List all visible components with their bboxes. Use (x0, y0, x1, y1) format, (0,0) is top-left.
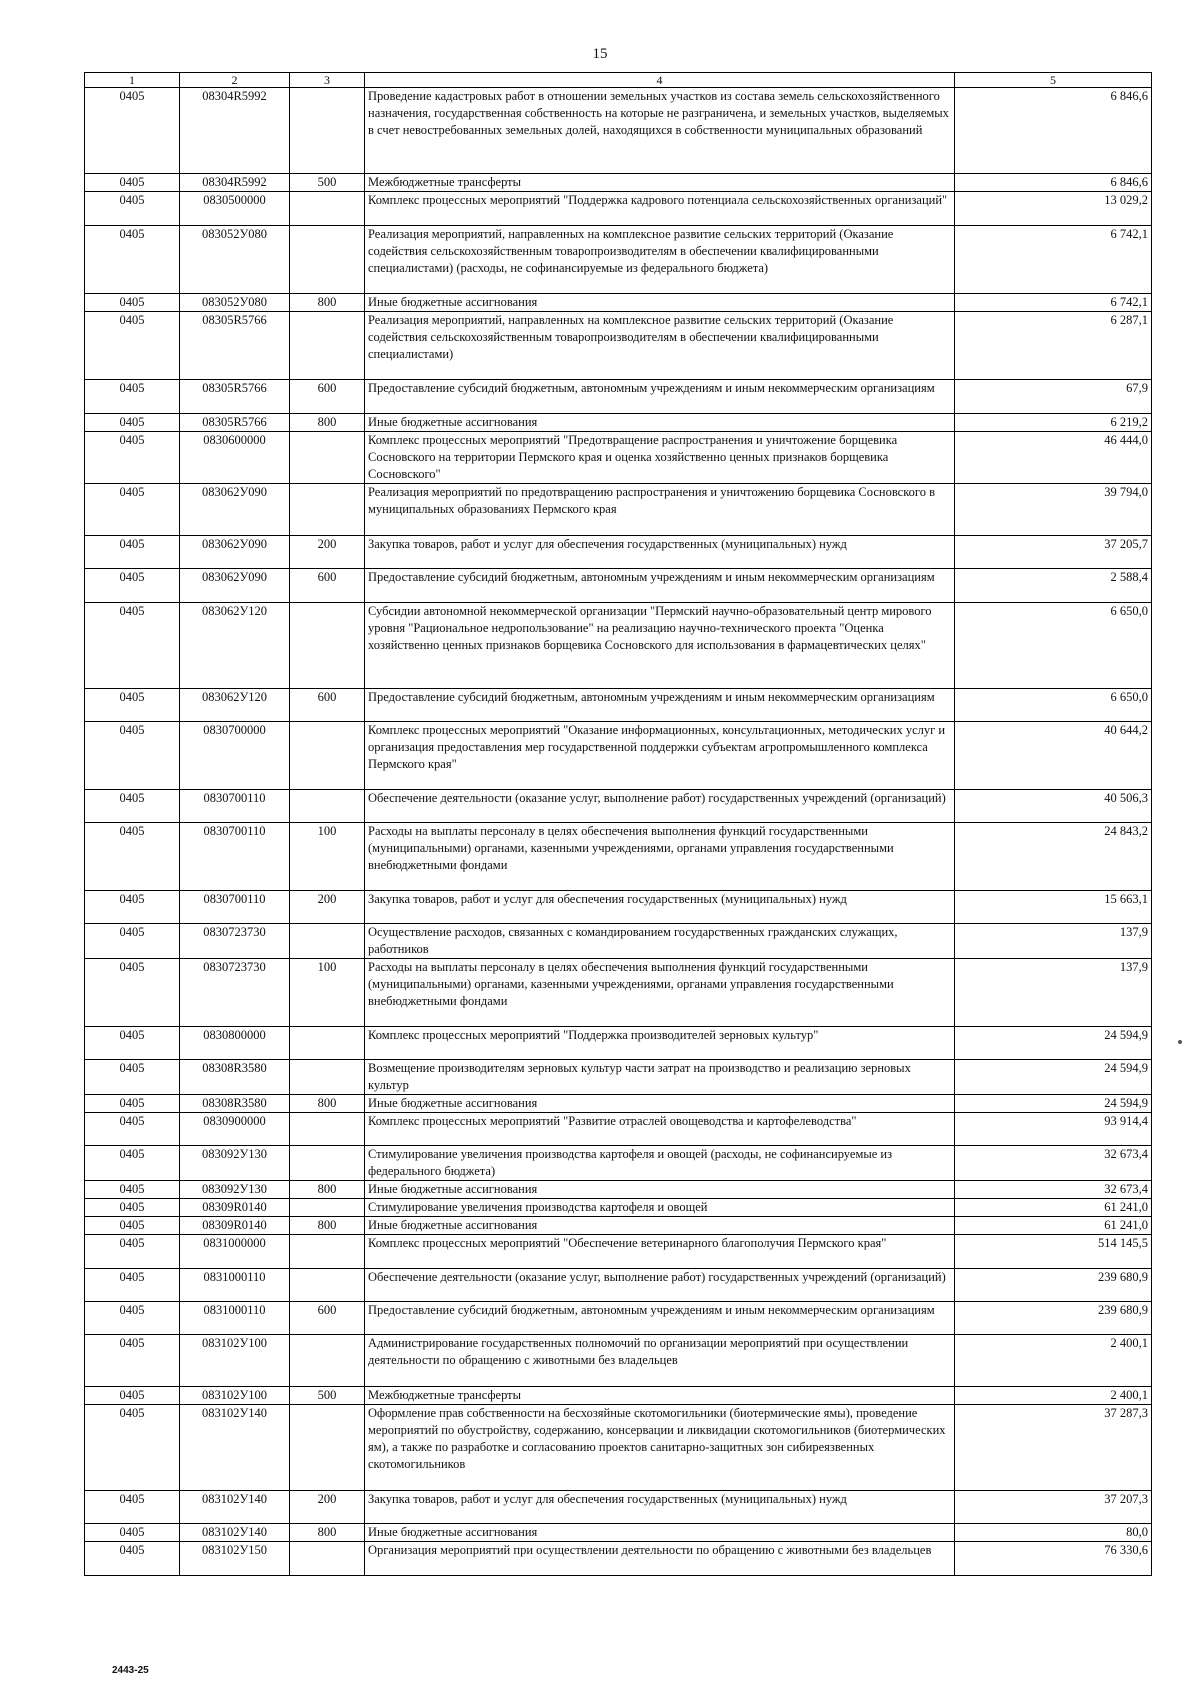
item-name: Иные бюджетные ассигнования (365, 1181, 955, 1199)
amount-value: 40 506,3 (955, 790, 1152, 823)
item-name: Предоставление субсидий бюджетным, автономным учреждениям и иным некоммерческим организациям (365, 1302, 955, 1335)
item-name: Оформление прав собственности на бесхозяйные скотомогильники (биотермические ямы), проведение мероприятий по обустройству, содержанию, консервации и ликвидации скотомогильников (биотермических ям), а также по разработке и согласованию проектов санитарно-защитных зон сибиреязвенных скотомогильников (365, 1405, 955, 1491)
item-name: Комплекс процессных мероприятий "Обеспечение ветеринарного благополучия Пермского края" (365, 1235, 955, 1269)
expense-type: 100 (290, 959, 365, 1027)
expense-type (290, 790, 365, 823)
expense-type (290, 1335, 365, 1387)
table-row (85, 1146, 1152, 1181)
column-header: 3 (290, 73, 365, 88)
table-row (85, 1335, 1152, 1387)
budget-section: 0405 (85, 569, 180, 603)
table-row (85, 1060, 1152, 1095)
amount-value: 67,9 (955, 380, 1152, 414)
item-name: Комплекс процессных мероприятий "Поддержка производителей зерновых культур" (365, 1027, 955, 1060)
budget-code: 083102У140 (180, 1524, 290, 1542)
table-row (85, 226, 1152, 294)
item-name: Предоставление субсидий бюджетным, автономным учреждениям и иным некоммерческим организациям (365, 569, 955, 603)
budget-section: 0405 (85, 1491, 180, 1524)
item-name: Закупка товаров, работ и услуг для обеспечения государственных (муниципальных) нужд (365, 891, 955, 924)
table-row (85, 1217, 1152, 1235)
table-row (85, 1199, 1152, 1217)
table-row (85, 1269, 1152, 1302)
expense-type: 600 (290, 380, 365, 414)
table-row (85, 1491, 1152, 1524)
table-row (85, 891, 1152, 924)
expense-type (290, 1113, 365, 1146)
table-row (85, 414, 1152, 432)
budget-section: 0405 (85, 1095, 180, 1113)
budget-code: 0831000110 (180, 1302, 290, 1335)
table-row (85, 432, 1152, 484)
expense-type: 800 (290, 1217, 365, 1235)
table-row (85, 790, 1152, 823)
amount-value: 6 287,1 (955, 312, 1152, 380)
expense-type: 800 (290, 1524, 365, 1542)
amount-value: 6 219,2 (955, 414, 1152, 432)
amount-value: 80,0 (955, 1524, 1152, 1542)
item-name: Закупка товаров, работ и услуг для обеспечения государственных (муниципальных) нужд (365, 536, 955, 569)
table-row (85, 1405, 1152, 1491)
table-row (85, 924, 1152, 959)
expense-type (290, 192, 365, 226)
budget-code: 0831000000 (180, 1235, 290, 1269)
table-row (85, 536, 1152, 569)
column-header: 2 (180, 73, 290, 88)
budget-section: 0405 (85, 689, 180, 722)
budget-code: 0830723730 (180, 924, 290, 959)
budget-code: 0830700110 (180, 891, 290, 924)
budget-code: 083102У140 (180, 1405, 290, 1491)
budget-section: 0405 (85, 174, 180, 192)
budget-code: 083052У080 (180, 294, 290, 312)
budget-code: 083102У150 (180, 1542, 290, 1576)
budget-section: 0405 (85, 1302, 180, 1335)
budget-section: 0405 (85, 1542, 180, 1576)
budget-section: 0405 (85, 1335, 180, 1387)
budget-code: 083102У100 (180, 1387, 290, 1405)
amount-value: 514 145,5 (955, 1235, 1152, 1269)
item-name: Комплекс процессных мероприятий "Развитие отраслей овощеводства и картофелеводства" (365, 1113, 955, 1146)
table-row (85, 1113, 1152, 1146)
item-name: Расходы на выплаты персоналу в целях обеспечения выполнения функций государственными (муниципальными) органами, казенными учреждениями, органами управления государственными внебюджетными фондами (365, 823, 955, 891)
budget-section: 0405 (85, 1387, 180, 1405)
column-header-row (85, 73, 1152, 88)
item-name: Осуществление расходов, связанных с командированием государственных гражданских служащих, работников (365, 924, 955, 959)
amount-value: 239 680,9 (955, 1302, 1152, 1335)
budget-section: 0405 (85, 1269, 180, 1302)
expense-type (290, 1542, 365, 1576)
item-name: Обеспечение деятельности (оказание услуг, выполнение работ) государственных учреждений (организаций) (365, 1269, 955, 1302)
budget-section: 0405 (85, 891, 180, 924)
budget-section: 0405 (85, 380, 180, 414)
budget-section: 0405 (85, 192, 180, 226)
budget-code: 08305R5766 (180, 414, 290, 432)
table-row (85, 1235, 1152, 1269)
amount-value: 24 594,9 (955, 1095, 1152, 1113)
table-row (85, 1524, 1152, 1542)
amount-value: 76 330,6 (955, 1542, 1152, 1576)
budget-section: 0405 (85, 1113, 180, 1146)
amount-value: 37 207,3 (955, 1491, 1152, 1524)
table-row (85, 1542, 1152, 1576)
budget-section: 0405 (85, 88, 180, 174)
budget-code: 08308R3580 (180, 1095, 290, 1113)
item-name: Предоставление субсидий бюджетным, автономным учреждениям и иным некоммерческим организациям (365, 380, 955, 414)
item-name: Иные бюджетные ассигнования (365, 1524, 955, 1542)
budget-code: 08305R5766 (180, 312, 290, 380)
table-row (85, 569, 1152, 603)
expense-type (290, 1269, 365, 1302)
item-name: Закупка товаров, работ и услуг для обеспечения государственных (муниципальных) нужд (365, 1491, 955, 1524)
budget-section: 0405 (85, 536, 180, 569)
table-row (85, 380, 1152, 414)
budget-code: 08309R0140 (180, 1199, 290, 1217)
expense-type: 800 (290, 1181, 365, 1199)
budget-code: 083102У100 (180, 1335, 290, 1387)
expense-type (290, 1146, 365, 1181)
expense-type: 100 (290, 823, 365, 891)
table-row (85, 689, 1152, 722)
item-name: Комплекс процессных мероприятий "Предотвращение распространения и уничтожение борщевика Сосновского на территории Пермского края и оценка хозяйственно ценных признаков борщевика Сосновского" (365, 432, 955, 484)
amount-value: 32 673,4 (955, 1146, 1152, 1181)
budget-section: 0405 (85, 1524, 180, 1542)
budget-section: 0405 (85, 484, 180, 536)
expense-type: 200 (290, 536, 365, 569)
amount-value: 61 241,0 (955, 1199, 1152, 1217)
amount-value: 6 742,1 (955, 226, 1152, 294)
budget-code: 08305R5766 (180, 380, 290, 414)
budget-section: 0405 (85, 603, 180, 689)
item-name: Реализация мероприятий, направленных на комплексное развитие сельских территорий (Оказание содействия сельскохозяйственным товаропроизводителям в обеспечении квалифицированными специалистами) (365, 312, 955, 380)
page-number: 15 (592, 46, 608, 62)
amount-value: 37 205,7 (955, 536, 1152, 569)
item-name: Реализация мероприятий по предотвращению распространения и уничтожению борщевика Сосновского в муниципальных образованиях Пермского края (365, 484, 955, 536)
budget-section: 0405 (85, 823, 180, 891)
item-name: Организация мероприятий при осуществлении деятельности по обращению с животными без владельцев (365, 1542, 955, 1576)
expense-type (290, 1199, 365, 1217)
budget-section: 0405 (85, 1146, 180, 1181)
budget-section: 0405 (85, 1235, 180, 1269)
item-name: Комплекс процессных мероприятий "Оказание информационных, консультационных, методических услуг и организация предоставления мер государственной поддержки субъектам агропромышленного комплекса Пермского края" (365, 722, 955, 790)
item-name: Субсидии автономной некоммерческой организации "Пермский научно-образовательный центр мирового уровня "Рациональное недропользование" на реализацию научно-технического проекта "Оценка хозяйственно ценных признаков борщевика Сосновского для использования в фармацевтических целях" (365, 603, 955, 689)
budget-code: 083102У140 (180, 1491, 290, 1524)
budget-code: 083052У080 (180, 226, 290, 294)
column-header: 1 (85, 73, 180, 88)
budget-table (84, 72, 1152, 1576)
item-name: Иные бюджетные ассигнования (365, 1217, 955, 1235)
amount-value: 13 029,2 (955, 192, 1152, 226)
document-code: 2443-25 (112, 1665, 149, 1676)
item-name: Стимулирование увеличения производства картофеля и овощей (365, 1199, 955, 1217)
expense-type (290, 1405, 365, 1491)
expense-type (290, 88, 365, 174)
amount-value: 2 400,1 (955, 1387, 1152, 1405)
table-row (85, 174, 1152, 192)
item-name: Реализация мероприятий, направленных на комплексное развитие сельских территорий (Оказание содействия сельскохозяйственным товаропроизводителям в обеспечении квалифицированными специалистами) (расходы, не софинансируемые из федерального бюджета) (365, 226, 955, 294)
column-header: 5 (955, 73, 1152, 88)
item-name: Межбюджетные трансферты (365, 1387, 955, 1405)
expense-type (290, 432, 365, 484)
amount-value: 6 846,6 (955, 88, 1152, 174)
table-row (85, 294, 1152, 312)
table-body (85, 88, 1152, 1576)
expense-type: 800 (290, 294, 365, 312)
expense-type (290, 484, 365, 536)
expense-type (290, 603, 365, 689)
budget-section: 0405 (85, 294, 180, 312)
column-header: 4 (365, 73, 955, 88)
amount-value: 24 843,2 (955, 823, 1152, 891)
budget-section: 0405 (85, 1217, 180, 1235)
budget-code: 0830500000 (180, 192, 290, 226)
budget-code: 0831000110 (180, 1269, 290, 1302)
expense-type: 200 (290, 891, 365, 924)
amount-value: 32 673,4 (955, 1181, 1152, 1199)
expense-type (290, 924, 365, 959)
budget-code: 083092У130 (180, 1181, 290, 1199)
item-name: Стимулирование увеличения производства картофеля и овощей (расходы, не софинансируемые из федерального бюджета) (365, 1146, 955, 1181)
item-name: Предоставление субсидий бюджетным, автономным учреждениям и иным некоммерческим организациям (365, 689, 955, 722)
amount-value: 6 846,6 (955, 174, 1152, 192)
expense-type: 800 (290, 414, 365, 432)
budget-code: 083062У090 (180, 536, 290, 569)
expense-type: 500 (290, 1387, 365, 1405)
budget-code: 08309R0140 (180, 1217, 290, 1235)
item-name: Иные бюджетные ассигнования (365, 414, 955, 432)
scan-artifact (1178, 1040, 1182, 1044)
budget-section: 0405 (85, 1060, 180, 1095)
item-name: Иные бюджетные ассигнования (365, 294, 955, 312)
expense-type (290, 1060, 365, 1095)
budget-code: 0830800000 (180, 1027, 290, 1060)
table-row (85, 1302, 1152, 1335)
table-row (85, 722, 1152, 790)
amount-value: 39 794,0 (955, 484, 1152, 536)
item-name: Межбюджетные трансферты (365, 174, 955, 192)
amount-value: 93 914,4 (955, 1113, 1152, 1146)
table-row (85, 192, 1152, 226)
expense-type: 500 (290, 174, 365, 192)
budget-section: 0405 (85, 790, 180, 823)
budget-section: 0405 (85, 414, 180, 432)
budget-code: 08304R5992 (180, 88, 290, 174)
budget-code: 083062У120 (180, 603, 290, 689)
amount-value: 15 663,1 (955, 891, 1152, 924)
budget-code: 08308R3580 (180, 1060, 290, 1095)
budget-code: 083062У120 (180, 689, 290, 722)
table-row (85, 1181, 1152, 1199)
amount-value: 6 650,0 (955, 603, 1152, 689)
amount-value: 37 287,3 (955, 1405, 1152, 1491)
amount-value: 6 650,0 (955, 689, 1152, 722)
item-name: Проведение кадастровых работ в отношении земельных участков из состава земель сельскохозяйственного назначения, государственная собственность на которые не разграничена, и земельных участков, выделяемых в счет невостребованных земельных долей, находящихся в собственности муниципальных образований (365, 88, 955, 174)
amount-value: 2 588,4 (955, 569, 1152, 603)
budget-code: 0830723730 (180, 959, 290, 1027)
budget-section: 0405 (85, 1181, 180, 1199)
budget-code: 0830700110 (180, 823, 290, 891)
table-row (85, 603, 1152, 689)
budget-section: 0405 (85, 959, 180, 1027)
budget-section: 0405 (85, 1405, 180, 1491)
budget-code: 0830700000 (180, 722, 290, 790)
amount-value: 24 594,9 (955, 1027, 1152, 1060)
item-name: Иные бюджетные ассигнования (365, 1095, 955, 1113)
expense-type: 800 (290, 1095, 365, 1113)
budget-code: 0830700110 (180, 790, 290, 823)
table-row (85, 1095, 1152, 1113)
table-row (85, 1387, 1152, 1405)
expense-type (290, 312, 365, 380)
budget-section: 0405 (85, 226, 180, 294)
budget-section: 0405 (85, 432, 180, 484)
budget-code: 0830900000 (180, 1113, 290, 1146)
item-name: Возмещение производителям зерновых культур части затрат на производство и реализацию зерновых культур (365, 1060, 955, 1095)
amount-value: 137,9 (955, 924, 1152, 959)
table-row (85, 959, 1152, 1027)
amount-value: 61 241,0 (955, 1217, 1152, 1235)
expense-type: 200 (290, 1491, 365, 1524)
amount-value: 24 594,9 (955, 1060, 1152, 1095)
table-row (85, 312, 1152, 380)
item-name: Администрирование государственных полномочий по организации мероприятий при осуществлении деятельности по обращению с животными без владельцев (365, 1335, 955, 1387)
amount-value: 6 742,1 (955, 294, 1152, 312)
expense-type (290, 722, 365, 790)
budget-section: 0405 (85, 924, 180, 959)
item-name: Комплекс процессных мероприятий "Поддержка кадрового потенциала сельскохозяйственных организаций" (365, 192, 955, 226)
budget-section: 0405 (85, 1199, 180, 1217)
expense-type (290, 1235, 365, 1269)
budget-code: 083062У090 (180, 484, 290, 536)
table-row (85, 484, 1152, 536)
budget-code: 083092У130 (180, 1146, 290, 1181)
amount-value: 137,9 (955, 959, 1152, 1027)
expense-type: 600 (290, 1302, 365, 1335)
budget-section: 0405 (85, 722, 180, 790)
budget-code: 083062У090 (180, 569, 290, 603)
expense-type: 600 (290, 689, 365, 722)
table-row (85, 88, 1152, 174)
table-row (85, 1027, 1152, 1060)
amount-value: 40 644,2 (955, 722, 1152, 790)
budget-code: 0830600000 (180, 432, 290, 484)
expense-type (290, 1027, 365, 1060)
amount-value: 46 444,0 (955, 432, 1152, 484)
budget-section: 0405 (85, 312, 180, 380)
expense-type: 600 (290, 569, 365, 603)
budget-code: 08304R5992 (180, 174, 290, 192)
amount-value: 2 400,1 (955, 1335, 1152, 1387)
table-row (85, 823, 1152, 891)
item-name: Обеспечение деятельности (оказание услуг, выполнение работ) государственных учреждений (организаций) (365, 790, 955, 823)
item-name: Расходы на выплаты персоналу в целях обеспечения выполнения функций государственными (муниципальными) органами, казенными учреждениями, органами управления государственными внебюджетными фондами (365, 959, 955, 1027)
budget-section: 0405 (85, 1027, 180, 1060)
amount-value: 239 680,9 (955, 1269, 1152, 1302)
expense-type (290, 226, 365, 294)
